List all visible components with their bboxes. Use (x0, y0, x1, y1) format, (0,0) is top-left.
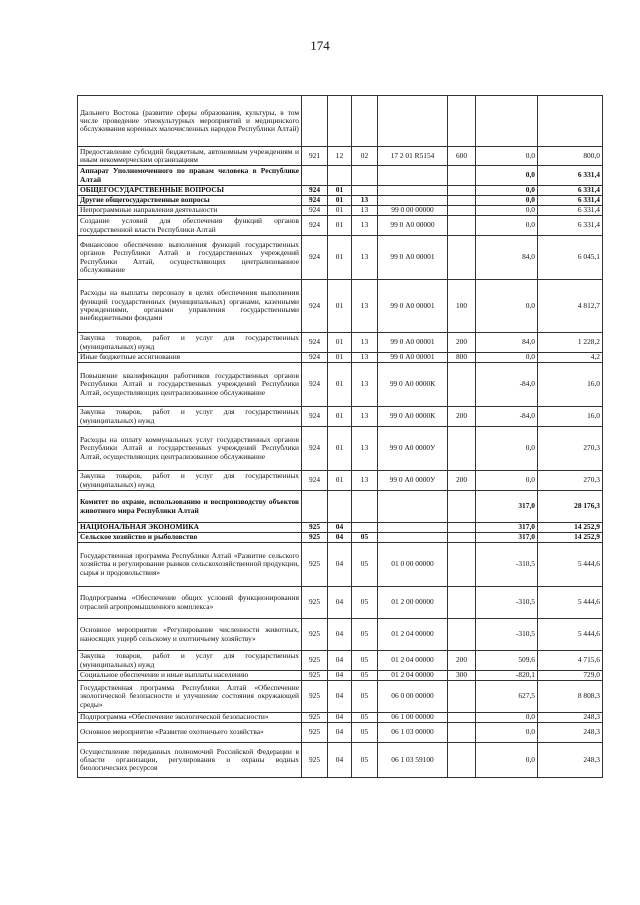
row-expense-type (448, 723, 476, 743)
row-change-amount: 0,0 (476, 186, 538, 196)
row-change-amount: -820,1 (476, 671, 538, 681)
table-row (78, 523, 603, 533)
row-admin-code: 924 (302, 353, 328, 363)
row-expense-type (448, 619, 476, 651)
row-name: Предоставление субсидий бюджетным, автономным учреждениям и иным некоммерческим организациям (78, 147, 302, 166)
row-change-amount: 0,0 (476, 353, 538, 363)
table-row (78, 681, 603, 713)
row-expense-type (448, 166, 476, 186)
row-target-article: 99 0 А0 00001 (378, 353, 448, 363)
row-expense-type: 200 (448, 651, 476, 671)
row-section-code: 04 (328, 681, 352, 713)
row-name: Социальное обеспечение и иные выплаты населению (78, 671, 302, 681)
row-subsection-code: 05 (352, 619, 378, 651)
row-target-article: 99 0 А0 00001 (378, 280, 448, 333)
table-row (78, 147, 603, 166)
row-total-amount: 8 808,3 (538, 681, 603, 713)
row-section-code: 01 (328, 353, 352, 363)
row-expense-type (448, 681, 476, 713)
row-expense-type: 200 (448, 471, 476, 491)
row-total-amount (538, 96, 603, 147)
table-row (78, 543, 603, 587)
table-row (78, 723, 603, 743)
row-section-code: 04 (328, 523, 352, 533)
table-row (78, 196, 603, 206)
row-expense-type (448, 427, 476, 471)
table-row (78, 651, 603, 671)
row-total-amount: 5 444,6 (538, 587, 603, 619)
row-section-code: 01 (328, 471, 352, 491)
row-admin-code: 924 (302, 216, 328, 236)
row-subsection-code (352, 523, 378, 533)
row-name: Сельское хозяйство и рыболовство (78, 533, 302, 543)
row-target-article: 99 0 А0 00001 (378, 236, 448, 280)
table-row (78, 587, 603, 619)
row-total-amount: 1 228,2 (538, 333, 603, 353)
row-name: Основное мероприятие «Регулирование численности животных, наносящих ущерб сельскому и охотничьему хозяйству» (78, 619, 302, 651)
row-name: Расходы на выплаты персоналу в целях обеспечения выполнения функций государственных (муниципальных) органами, казенными учреждениями, органами управления государственными внебюджетными фондами (78, 280, 302, 333)
row-subsection-code: 05 (352, 651, 378, 671)
row-change-amount: 84,0 (476, 236, 538, 280)
row-name: Финансовое обеспечение выполнения функций государственных органов Республики Алтай и государственных учреждений Республики Алтай, осуществляющих централизованное обслуживание (78, 236, 302, 280)
row-total-amount: 4 812,7 (538, 280, 603, 333)
row-subsection-code: 13 (352, 216, 378, 236)
row-target-article (378, 523, 448, 533)
row-section-code: 01 (328, 236, 352, 280)
row-name: Создание условий для обеспечения функций органов государственной власти Республики Алтай (78, 216, 302, 236)
row-target-article: 17 2 01 R5154 (378, 147, 448, 166)
row-change-amount: 317,0 (476, 523, 538, 533)
row-change-amount: 509,6 (476, 651, 538, 671)
row-target-article: 99 0 А0 0000К (378, 363, 448, 407)
table-row (78, 533, 603, 543)
row-target-article: 01 2 04 00000 (378, 619, 448, 651)
table-row (78, 407, 603, 427)
row-expense-type: 200 (448, 407, 476, 427)
row-subsection-code: 05 (352, 723, 378, 743)
row-expense-type (448, 491, 476, 523)
row-total-amount: 248,3 (538, 743, 603, 778)
row-name: Закупка товаров, работ и услуг для государственных (муниципальных) нужд (78, 651, 302, 671)
row-total-amount: 5 444,6 (538, 543, 603, 587)
row-target-article: 06 1 03 59100 (378, 743, 448, 778)
row-section-code: 01 (328, 280, 352, 333)
row-section-code: 01 (328, 206, 352, 216)
row-expense-type (448, 533, 476, 543)
table-row (78, 619, 603, 651)
row-target-article: 06 0 00 00000 (378, 681, 448, 713)
row-target-article (378, 491, 448, 523)
row-target-article (378, 533, 448, 543)
row-admin-code: 924 (302, 427, 328, 471)
row-admin-code: 925 (302, 723, 328, 743)
row-name: Дальнего Востока (развитие сферы образования, культуры, в том числе проведение этнокультурных мероприятий и медицинского обслуживания коренных малочисленных народов Республики Алтай) (78, 96, 302, 147)
row-section-code: 04 (328, 723, 352, 743)
row-expense-type: 600 (448, 147, 476, 166)
row-target-article (378, 186, 448, 196)
row-name: Осуществление переданных полномочий Российской Федерации в области организации, регулирования и охраны водных биологических ресурсов (78, 743, 302, 778)
row-target-article: 01 2 00 00000 (378, 587, 448, 619)
row-section-code: 01 (328, 186, 352, 196)
row-admin-code: 925 (302, 743, 328, 778)
row-name: Закупка товаров, работ и услуг для государственных (муниципальных) нужд (78, 333, 302, 353)
row-change-amount: -310,5 (476, 543, 538, 587)
row-admin-code (302, 96, 328, 147)
row-total-amount: 28 176,3 (538, 491, 603, 523)
row-expense-type (448, 236, 476, 280)
row-total-amount: 6 045,1 (538, 236, 603, 280)
row-section-code: 04 (328, 671, 352, 681)
row-change-amount: 627,5 (476, 681, 538, 713)
row-total-amount: 248,3 (538, 723, 603, 743)
row-section-code: 12 (328, 147, 352, 166)
row-section-code: 01 (328, 333, 352, 353)
row-expense-type (448, 196, 476, 206)
row-total-amount: 6 331,4 (538, 166, 603, 186)
row-name: Иные бюджетные ассигнования (78, 353, 302, 363)
row-expense-type (448, 363, 476, 407)
row-target-article: 99 0 А0 0000У (378, 427, 448, 471)
row-expense-type (448, 216, 476, 236)
budget-table (77, 95, 603, 778)
row-subsection-code (352, 96, 378, 147)
table-row (78, 280, 603, 333)
row-section-code: 04 (328, 713, 352, 723)
row-expense-type (448, 713, 476, 723)
table-row (78, 713, 603, 723)
row-total-amount: 6 331,4 (538, 186, 603, 196)
row-total-amount: 4,2 (538, 353, 603, 363)
row-subsection-code: 02 (352, 147, 378, 166)
row-change-amount: 0,0 (476, 216, 538, 236)
row-section-code (328, 491, 352, 523)
row-name: Расходы на оплату коммунальных услуг государственных органов Республики Алтай и государственных учреждений Республики Алтай, осуществляющих централизованное обслуживание (78, 427, 302, 471)
row-admin-code: 925 (302, 543, 328, 587)
row-expense-type (448, 523, 476, 533)
row-target-article: 06 1 03 00000 (378, 723, 448, 743)
row-change-amount: -310,5 (476, 587, 538, 619)
row-admin-code: 925 (302, 681, 328, 713)
table-row (78, 206, 603, 216)
row-section-code: 01 (328, 216, 352, 236)
row-admin-code: 924 (302, 407, 328, 427)
row-admin-code: 921 (302, 147, 328, 166)
row-total-amount: 14 252,9 (538, 523, 603, 533)
row-subsection-code: 13 (352, 471, 378, 491)
row-section-code: 04 (328, 743, 352, 778)
row-target-article (378, 96, 448, 147)
table-row (78, 471, 603, 491)
row-target-article: 99 0 А0 00001 (378, 333, 448, 353)
row-name: Закупка товаров, работ и услуг для государственных (муниципальных) нужд (78, 407, 302, 427)
row-target-article: 06 1 00 00000 (378, 713, 448, 723)
row-total-amount: 800,0 (538, 147, 603, 166)
table-row (78, 353, 603, 363)
row-subsection-code: 13 (352, 196, 378, 206)
row-expense-type: 100 (448, 280, 476, 333)
row-change-amount: -310,5 (476, 619, 538, 651)
row-change-amount: 0,0 (476, 196, 538, 206)
row-subsection-code (352, 166, 378, 186)
row-target-article: 01 2 04 00000 (378, 651, 448, 671)
row-admin-code: 925 (302, 523, 328, 533)
row-section-code: 04 (328, 587, 352, 619)
row-target-article: 99 0 00 00000 (378, 206, 448, 216)
row-change-amount: -84,0 (476, 363, 538, 407)
row-target-article (378, 196, 448, 206)
row-admin-code: 925 (302, 533, 328, 543)
row-section-code: 01 (328, 427, 352, 471)
row-name: Комитет по охране, использованию и воспроизводству объектов животного мира Республики Алтай (78, 491, 302, 523)
row-change-amount: 0,0 (476, 723, 538, 743)
row-target-article: 99 0 А0 0000У (378, 471, 448, 491)
row-section-code: 01 (328, 363, 352, 407)
row-change-amount: 317,0 (476, 533, 538, 543)
row-total-amount: 6 331,4 (538, 216, 603, 236)
row-subsection-code: 05 (352, 713, 378, 723)
row-target-article: 99 0 А0 00000 (378, 216, 448, 236)
table-row (78, 427, 603, 471)
table-row (78, 363, 603, 407)
row-subsection-code: 05 (352, 681, 378, 713)
row-expense-type (448, 587, 476, 619)
row-total-amount: 4 715,6 (538, 651, 603, 671)
row-admin-code (302, 166, 328, 186)
row-name: Основное мероприятие «Развитие охотничьего хозяйства» (78, 723, 302, 743)
row-subsection-code: 05 (352, 587, 378, 619)
row-admin-code: 924 (302, 280, 328, 333)
row-expense-type (448, 186, 476, 196)
row-target-article (378, 166, 448, 186)
row-total-amount: 248,3 (538, 713, 603, 723)
row-name: ОБЩЕГОСУДАРСТВЕННЫЕ ВОПРОСЫ (78, 186, 302, 196)
row-subsection-code: 13 (352, 236, 378, 280)
row-target-article: 99 0 А0 0000К (378, 407, 448, 427)
row-expense-type (448, 96, 476, 147)
row-admin-code: 924 (302, 333, 328, 353)
row-change-amount (476, 96, 538, 147)
row-change-amount: -84,0 (476, 407, 538, 427)
row-name: Государственная программа Республики Алтай «Развитие сельского хозяйства и регулирование рынков сельскохозяйственной продукции, сырья и продовольствия» (78, 543, 302, 587)
row-name: Подпрограмма «Обеспечение экологической безопасности» (78, 713, 302, 723)
row-expense-type: 200 (448, 333, 476, 353)
table-row (78, 236, 603, 280)
row-admin-code: 924 (302, 236, 328, 280)
row-expense-type: 300 (448, 671, 476, 681)
row-admin-code: 925 (302, 587, 328, 619)
row-section-code (328, 96, 352, 147)
row-admin-code: 924 (302, 471, 328, 491)
row-subsection-code: 13 (352, 280, 378, 333)
row-admin-code: 924 (302, 206, 328, 216)
row-change-amount: 0,0 (476, 427, 538, 471)
row-subsection-code: 13 (352, 427, 378, 471)
row-subsection-code: 13 (352, 333, 378, 353)
row-total-amount: 16,0 (538, 407, 603, 427)
row-subsection-code: 13 (352, 353, 378, 363)
row-total-amount: 729,0 (538, 671, 603, 681)
row-subsection-code: 05 (352, 743, 378, 778)
row-total-amount: 6 331,4 (538, 196, 603, 206)
row-subsection-code: 13 (352, 206, 378, 216)
row-subsection-code (352, 491, 378, 523)
row-change-amount: 0,0 (476, 471, 538, 491)
row-subsection-code: 05 (352, 533, 378, 543)
table-row (78, 96, 603, 147)
row-subsection-code: 05 (352, 671, 378, 681)
row-name: НАЦИОНАЛЬНАЯ ЭКОНОМИКА (78, 523, 302, 533)
row-section-code: 04 (328, 533, 352, 543)
row-change-amount: 0,0 (476, 280, 538, 333)
table-row (78, 216, 603, 236)
row-change-amount: 0,0 (476, 147, 538, 166)
row-change-amount: 0,0 (476, 206, 538, 216)
table-row (78, 671, 603, 681)
row-section-code: 01 (328, 196, 352, 206)
row-total-amount: 14 252,9 (538, 533, 603, 543)
row-name: Повышение квалификации работников государственных органов Республики Алтай и государственных учреждений Республики Алтай, осуществляющих централизованное обслуживание (78, 363, 302, 407)
row-expense-type (448, 743, 476, 778)
row-expense-type (448, 543, 476, 587)
row-change-amount: 317,0 (476, 491, 538, 523)
row-name: Закупка товаров, работ и услуг для государственных (муниципальных) нужд (78, 471, 302, 491)
row-subsection-code: 13 (352, 407, 378, 427)
row-admin-code: 925 (302, 671, 328, 681)
row-section-code: 04 (328, 651, 352, 671)
row-name: Другие общегосударственные вопросы (78, 196, 302, 206)
row-name: Аппарат Уполномоченного по правам человека в Республике Алтай (78, 166, 302, 186)
table-row (78, 186, 603, 196)
row-subsection-code: 13 (352, 363, 378, 407)
row-total-amount: 5 444,6 (538, 619, 603, 651)
row-change-amount: 0,0 (476, 743, 538, 778)
table-row (78, 333, 603, 353)
row-name: Государственная программа Республики Алтай «Обеспечение экологической безопасности и улучшение состояния окружающей среды» (78, 681, 302, 713)
row-expense-type (448, 206, 476, 216)
table-row (78, 166, 603, 186)
row-name: Подпрограмма «Обеспечение общих условий функционирования отраслей агропромышленного комплекса» (78, 587, 302, 619)
table-row (78, 491, 603, 523)
row-expense-type: 800 (448, 353, 476, 363)
row-admin-code: 924 (302, 196, 328, 206)
table-row (78, 743, 603, 778)
row-section-code: 04 (328, 543, 352, 587)
row-change-amount: 0,0 (476, 166, 538, 186)
row-admin-code: 925 (302, 651, 328, 671)
row-target-article: 01 2 04 00000 (378, 671, 448, 681)
row-section-code: 04 (328, 619, 352, 651)
row-admin-code: 924 (302, 363, 328, 407)
row-target-article: 01 0 00 00000 (378, 543, 448, 587)
row-change-amount: 0,0 (476, 713, 538, 723)
row-admin-code: 925 (302, 713, 328, 723)
row-total-amount: 16,0 (538, 363, 603, 407)
row-admin-code: 925 (302, 619, 328, 651)
row-section-code: 01 (328, 407, 352, 427)
row-total-amount: 270,3 (538, 471, 603, 491)
row-section-code (328, 166, 352, 186)
row-name: Непрограммные направления деятельности (78, 206, 302, 216)
row-admin-code (302, 491, 328, 523)
row-admin-code: 924 (302, 186, 328, 196)
page-number: 174 (310, 38, 330, 53)
row-subsection-code: 05 (352, 543, 378, 587)
row-total-amount: 270,3 (538, 427, 603, 471)
row-total-amount: 6 331,4 (538, 206, 603, 216)
row-subsection-code (352, 186, 378, 196)
row-change-amount: 84,0 (476, 333, 538, 353)
